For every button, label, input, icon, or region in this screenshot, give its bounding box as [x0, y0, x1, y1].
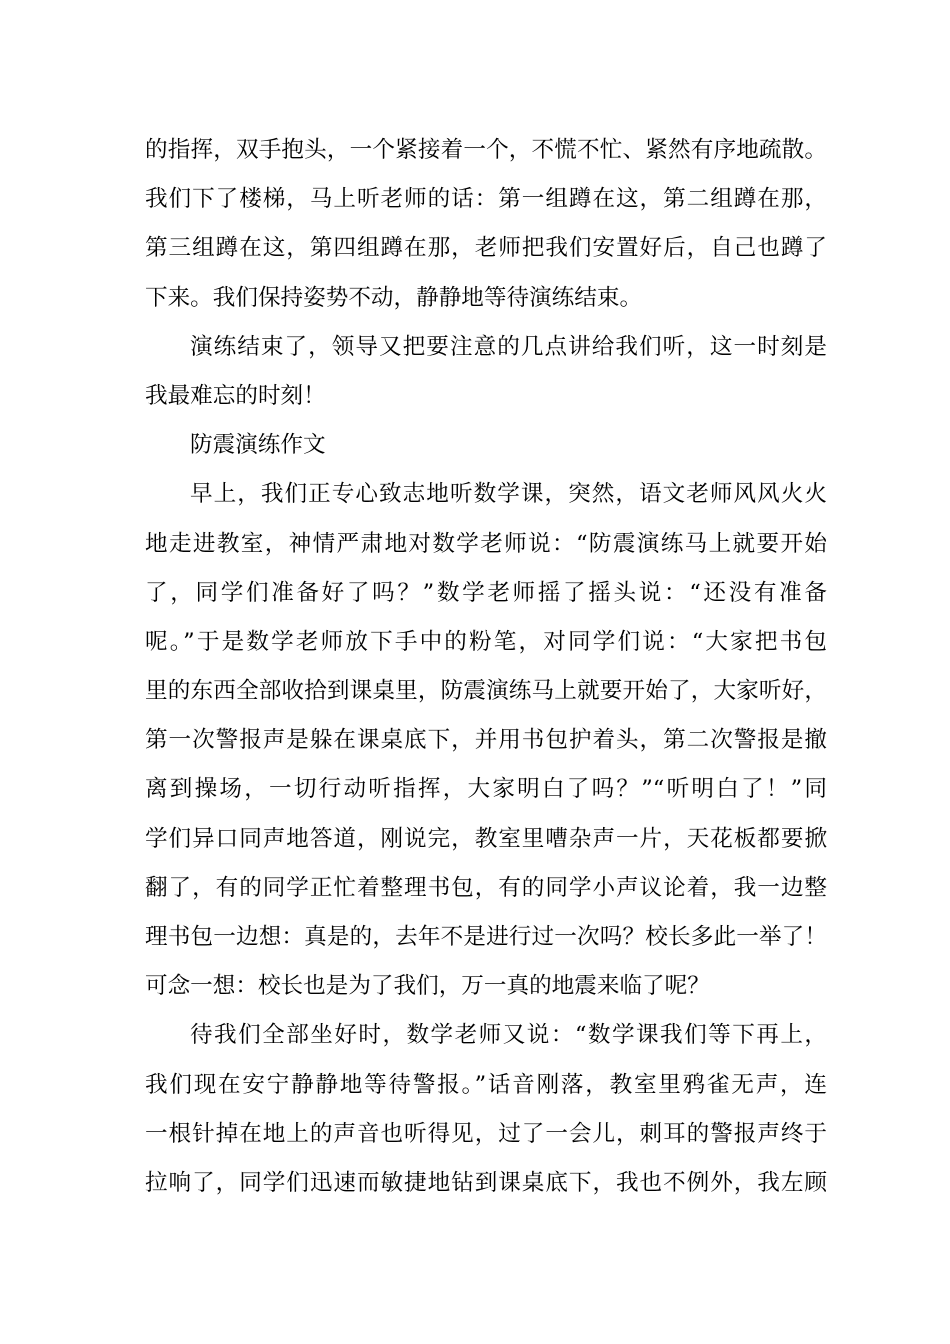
- text-line: 地走进教室，神情严肃地对数学老师说：“防震演练马上就要开始: [145, 530, 827, 557]
- text-line: 第三组蹲在这，第四组蹲在那，老师把我们安置好后，自己也蹲了: [145, 235, 827, 262]
- paragraph-start-line: 早上，我们正专心致志地听数学课，突然，语文老师风风火火: [190, 481, 827, 508]
- text-line: 第一次警报声是躲在课桌底下，并用书包护着头，第二次警报是撤: [145, 727, 827, 754]
- text-line: 的指挥，双手抱头，一个紧接着一个，不慌不忙、紧然有序地疏散。: [145, 137, 827, 163]
- text-line: 理书包一边想：真是的，去年不是进行过一次吗？校长多此一举了！: [145, 924, 827, 950]
- paragraph-start-line: 演练结束了，领导又把要注意的几点讲给我们听，这一时刻是: [190, 333, 827, 360]
- text-line: 了，同学们准备好了吗？”数学老师摇了摇头说：“还没有准备: [145, 579, 827, 606]
- text-line: 翻了，有的同学正忙着整理书包，有的同学小声议论着，我一边整: [145, 874, 827, 901]
- text-line: 呢。”于是数学老师放下手中的粉笔，对同学们说：“大家把书包: [145, 628, 827, 655]
- paragraph-start-line: 待我们全部坐好时，数学老师又说：“数学课我们等下再上，: [190, 1022, 827, 1049]
- text-line: 学们异口同声地答道，刚说完，教室里嘈杂声一片，天花板都要掀: [145, 825, 827, 852]
- section-title: 防震演练作文: [190, 432, 326, 459]
- text-line: 我们下了楼梯，马上听老师的话：第一组蹲在这，第二组蹲在那，: [145, 186, 827, 213]
- text-line: 离到操场，一切行动听指挥，大家明白了吗？”“听明白了！”同: [145, 776, 827, 803]
- text-line: 拉响了，同学们迅速而敏捷地钻到课桌底下，我也不例外，我左顾: [145, 1169, 827, 1196]
- text-line: 里的东西全部收拾到课桌里，防震演练马上就要开始了，大家听好，: [145, 678, 827, 705]
- text-line: 可念一想：校长也是为了我们，万一真的地震来临了呢？: [145, 973, 710, 1000]
- text-line: 我最难忘的时刻！: [145, 382, 326, 409]
- text-line: 一根针掉在地上的声音也听得见，过了一会儿，刺耳的警报声终于: [145, 1120, 827, 1147]
- essay-body: [145, 126, 827, 1208]
- text-line: 我们现在安宁静静地等待警报。”话音刚落，教室里鸦雀无声，连: [145, 1071, 827, 1098]
- text-line: 下来。我们保持姿势不动，静静地等待演练结束。: [145, 284, 643, 311]
